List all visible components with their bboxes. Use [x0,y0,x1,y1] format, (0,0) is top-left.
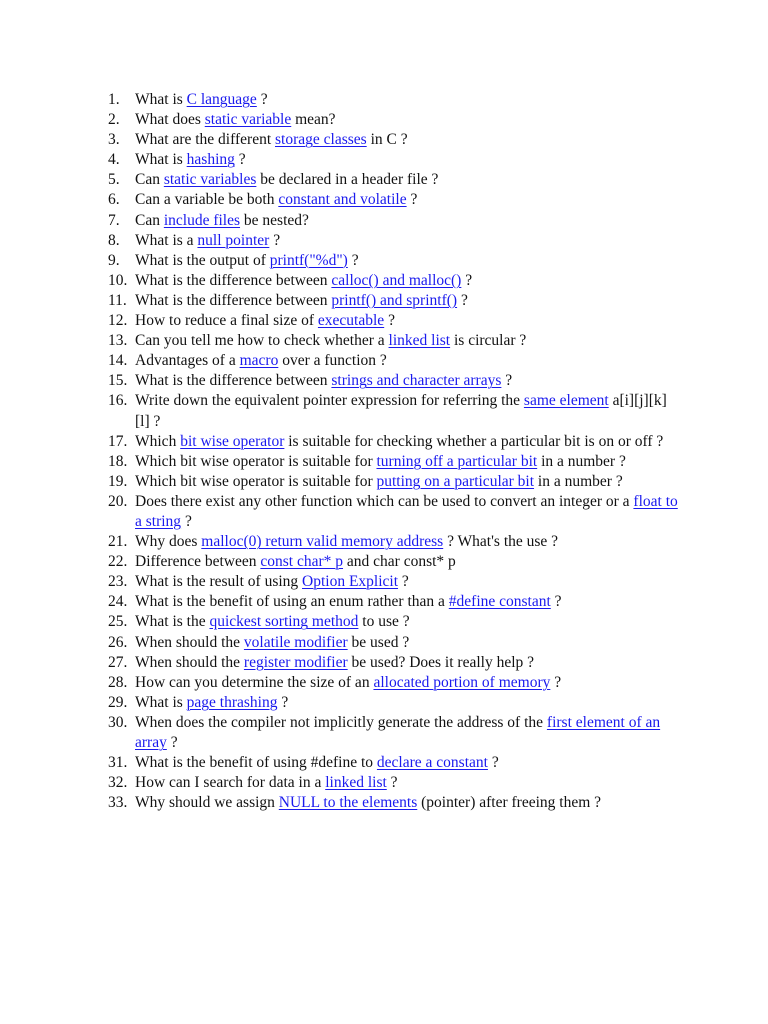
question-item [108,90,680,110]
question-item [108,211,680,231]
question-text: a[i][j][k][l] ? [135,392,667,430]
question-number: 15. [108,372,128,390]
question-link[interactable]: same element [523,392,609,410]
question-text: Can you tell me how to check whether a [135,332,389,350]
question-item [108,452,680,472]
question-item [108,271,680,291]
question-link[interactable]: hashing [186,151,235,169]
question-text: Why does [135,533,202,551]
question-text: ? [256,91,268,108]
question-text: Why should we assign [135,794,279,812]
question-number: 12. [108,312,128,330]
question-text: is suitable for checking whether a particular bit is on or off ? [284,432,664,450]
question-link[interactable]: strings and character arrays [331,372,502,390]
question-link[interactable]: linked list [388,332,451,350]
question-item [108,231,680,251]
question-text: Can [135,211,164,229]
question-item [108,432,680,452]
question-item [108,552,680,572]
question-item [108,150,680,170]
question-link[interactable]: printf("%d") [269,251,348,269]
question-item [108,532,680,552]
question-text: What is [135,91,187,108]
question-link[interactable]: register modifier [243,653,348,671]
question-text: ? [166,734,178,751]
question-text: How can I search for data in a [135,774,326,792]
question-item [108,673,680,693]
question-text: ? [457,291,468,309]
question-text: What is the difference between [135,372,332,390]
question-number: 29. [108,693,128,711]
question-link[interactable]: turning off a particular bit [376,452,538,470]
question-text: ? [398,573,409,591]
question-number: 33. [108,794,128,812]
question-text: in a number ? [534,472,623,490]
question-number: 5. [108,171,120,189]
question-item [108,612,680,632]
question-number: 25. [108,613,128,631]
question-link[interactable]: static variable [204,111,292,129]
question-text: and char const* p [343,553,456,571]
question-text: ? [550,593,562,611]
question-number: 26. [108,633,128,651]
question-link[interactable]: quickest sorting method [209,613,359,631]
question-text: What is the difference between [135,291,332,309]
question-text: What is the benefit of using #define to [135,754,377,772]
question-text: Which [135,432,181,450]
question-item [108,311,680,331]
question-link[interactable]: #define constant [448,593,551,611]
question-link[interactable]: calloc() and malloc() [331,271,462,289]
question-link[interactable]: volatile modifier [243,633,348,651]
question-text: is circular ? [450,332,527,350]
question-item [108,492,680,532]
question-text: Difference between [135,553,261,571]
question-link[interactable]: constant and volatile [278,191,407,209]
question-text: ? [461,271,473,289]
question-link[interactable]: include files [163,211,241,229]
question-link[interactable]: linked list [325,774,387,792]
question-text: What is the [135,613,210,631]
question-item [108,170,680,190]
question-link[interactable]: malloc(0) return valid memory address [201,533,444,551]
question-item [108,753,680,773]
question-item [108,251,680,271]
question-link[interactable]: bit wise operator [180,432,285,450]
question-text: What is [135,151,187,169]
question-link[interactable]: executable [317,312,385,330]
question-text: ? [384,312,395,330]
question-number: 20. [108,492,128,510]
question-text: in a number ? [537,452,626,470]
question-text: When does the compiler not implicitly generate the address of the [135,713,547,731]
question-item [108,130,680,150]
question-text: Can [135,171,164,189]
question-text: What are the different [135,131,275,149]
question-number: 31. [108,754,128,772]
question-link[interactable]: static variables [163,171,257,189]
question-number: 22. [108,553,128,571]
question-text: to use ? [358,613,410,631]
question-link[interactable]: declare a constant [376,754,488,772]
question-link[interactable]: storage classes [275,131,367,149]
question-number: 1. [108,91,120,108]
question-text: ? [181,512,192,530]
question-number: 28. [108,673,128,691]
question-text: be declared in a header file ? [256,171,439,189]
question-link[interactable]: null pointer [197,231,270,249]
question-text: ? [234,151,246,169]
question-text: be nested? [240,211,309,229]
question-item [108,633,680,653]
question-text: What is a [135,231,198,249]
question-text: Advantages of a [135,352,240,370]
question-link[interactable]: float to a string [135,492,678,530]
question-link[interactable]: page thrashing [186,693,278,711]
question-link[interactable]: const char* p [260,553,344,571]
question-number: 18. [108,452,128,470]
question-number: 13. [108,332,128,350]
question-text: mean? [291,111,336,129]
question-number: 7. [108,211,120,229]
question-item [108,693,680,713]
question-item [108,773,680,793]
question-number: 21. [108,533,128,551]
question-item [108,713,680,753]
question-text: How to reduce a final size of [135,312,318,330]
question-number: 32. [108,774,128,792]
question-item [108,793,680,813]
question-text: What is the benefit of using an enum rather than a [135,593,449,611]
question-link[interactable]: macro [239,352,279,370]
question-number: 16. [108,392,128,410]
question-number: 2. [108,111,120,129]
question-text: Which bit wise operator is suitable for [135,472,377,490]
question-text: ? [386,774,398,792]
question-text: ? [277,693,289,711]
question-number: 14. [108,352,128,370]
question-item [108,371,680,391]
question-text: ? [487,754,499,772]
question-number: 11. [108,291,127,309]
question-text: ? [501,372,513,390]
question-number: 9. [108,251,120,269]
question-number: 27. [108,653,128,671]
question-item [108,351,680,371]
question-item [108,391,680,431]
question-number: 24. [108,593,128,611]
question-text: What is the result of using [135,573,303,591]
question-text: over a function ? [278,352,387,370]
question-item [108,110,680,130]
question-link[interactable]: first element of an array [135,713,661,751]
question-text: be used? Does it really help ? [347,653,535,671]
question-text: (pointer) after freeing them ? [417,794,602,812]
question-text: Can a variable be both [135,191,279,209]
question-link[interactable]: printf() and sprintf() [331,291,458,309]
question-text: ? What's the use ? [443,533,559,551]
question-link[interactable]: putting on a particular bit [376,472,535,490]
question-item [108,472,680,492]
question-number: 10. [108,271,128,289]
question-text: ? [406,191,418,209]
question-text: Does there exist any other function which can be used to convert an integer or a [135,492,634,510]
question-text: When should the [135,633,244,651]
question-text: When should the [135,653,244,671]
question-number: 19. [108,472,128,490]
question-item [108,572,680,592]
question-text: ? [269,231,281,249]
question-number: 6. [108,191,120,209]
question-text: ? [550,673,562,691]
question-number: 23. [108,573,128,591]
question-item [108,653,680,673]
question-text: be used ? [347,633,410,651]
question-text: in C ? [366,131,408,149]
question-link[interactable]: NULL to the elements [278,794,418,812]
question-list [108,90,680,813]
question-number: 8. [108,231,120,249]
question-number: 17. [108,432,128,450]
question-text: What is the difference between [135,271,332,289]
question-item [108,331,680,351]
question-number: 3. [108,131,120,149]
question-item [108,190,680,210]
question-item [108,592,680,612]
question-text: Write down the equivalent pointer expression for referring the [135,392,524,410]
question-text: What is the output of [135,251,270,269]
question-text: What is [135,693,187,711]
question-link[interactable]: allocated portion of memory [373,673,551,691]
question-text: Which bit wise operator is suitable for [135,452,377,470]
question-link[interactable]: C language [186,91,257,108]
question-text: What does [135,111,205,129]
question-text: ? [347,251,359,269]
question-number: 4. [108,151,120,169]
question-link[interactable]: Option Explicit [302,573,399,591]
question-number: 30. [108,713,128,731]
question-text: How can you determine the size of an [135,673,374,691]
question-item [108,291,680,311]
